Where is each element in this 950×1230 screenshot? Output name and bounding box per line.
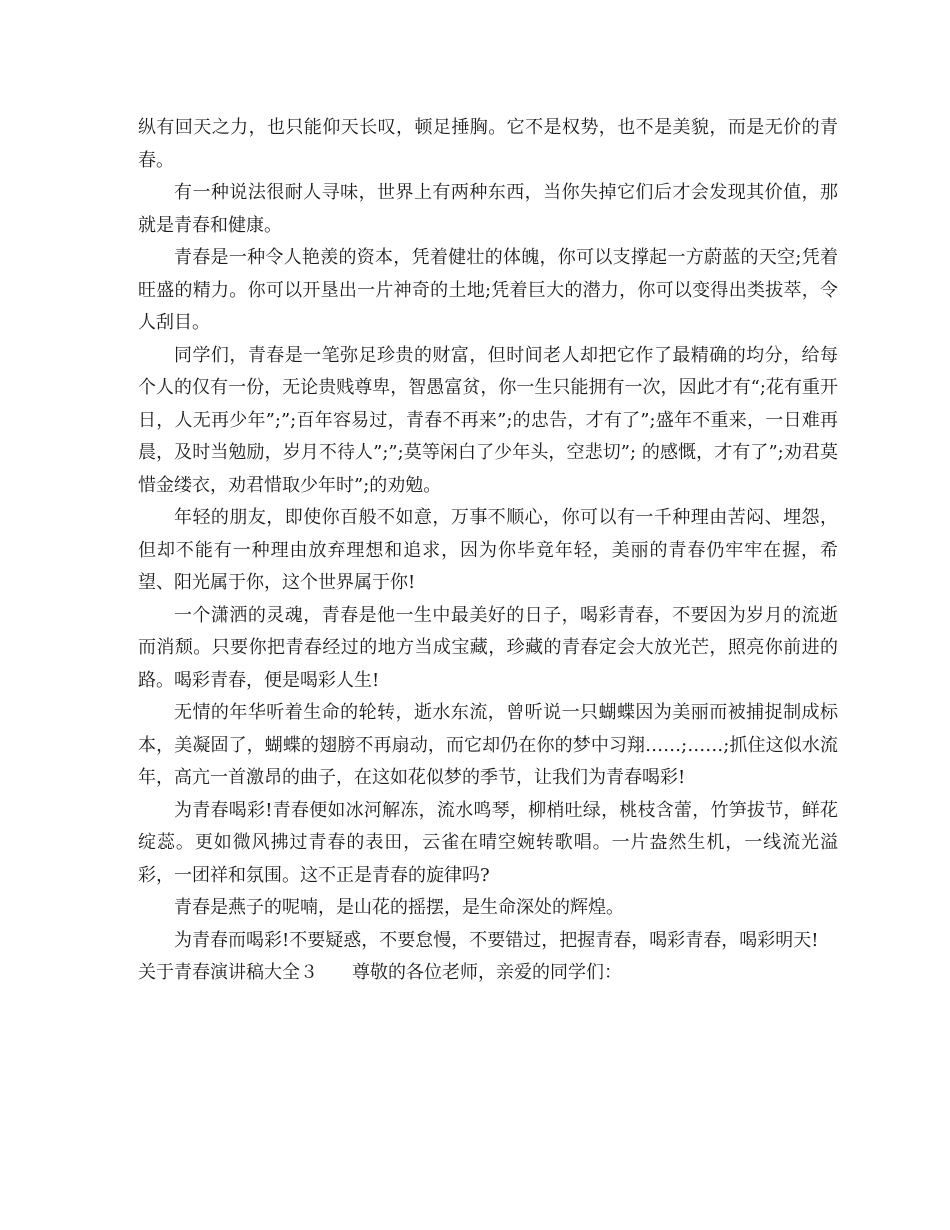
paragraph-1: 纵有回天之力，也只能仰天长叹，顿足捶胸。它不是权势，也不是美貌，而是无价的青春。 xyxy=(138,117,838,171)
paragraph-2: 有一种说法很耐人寻味，世界上有两种东西，当你失掉它们后才会发现其价值，那就是青春和健康。 xyxy=(138,182,838,236)
paragraph-9: 青春是燕子的呢喃，是山花的摇摆，是生命深处的辉煌。 xyxy=(174,897,624,918)
paragraph-8: 为青春喝彩!青春便如冰河解冻，流水鸣琴，柳梢吐绿，桃枝含蕾，竹笋拔节，鲜花绽蕊。更如微风拂过青春的表田，云雀在晴空婉转歌唱。一片盎然生机，一线流光溢彩，一团祥和氛围。这不正是青春的旋律吗? xyxy=(138,799,838,886)
paragraph-6: 一个潇洒的灵魂，青春是他一生中最美好的日子，喝彩青春，不要因为岁月的流逝而消颓。只要你把青春经过的地方当成宝藏，珍藏的青春定会大放光芒，照亮你前进的路。喝彩青春，便是喝彩人生! xyxy=(138,604,838,691)
paragraph-10: 为青春而喝彩!不要疑惑，不要怠慢，不要错过，把握青春，喝彩青春，喝彩明天! xyxy=(174,929,819,951)
paragraph-3: 青春是一种令人艳羡的资本，凭着健壮的体魄，你可以支撑起一方蔚蓝的天空;凭着旺盛的精力。你可以开垦出一片神奇的土地;凭着巨大的潜力，你可以变得出类拔萃，令人刮目。 xyxy=(138,247,838,333)
paragraph-4: 同学们，青春是一笔弥足珍贵的财富，但时间老人却把它作了最精确的均分，给每个人的仅有一份，无论贵贱尊卑，智愚富贫，你一生只能拥有一次，因此才有“;花有重开日，人无再少年”;”;百年容易过，青春不再来”;的忠告，才有了”;盛年不重来，一日难再晨，及时当勉励，岁月不待人”;”;莫等闲白了少年头，空悲切”; 的感慨，才有了”;劝君莫惜金缕衣，劝君惜取少年时”;的劝勉。 xyxy=(138,344,838,496)
paragraph-5: 年轻的朋友，即使你百般不如意，万事不顺心，你可以有一千种理由苦闷、埋怨，但却不能有一种理由放弃理想和追求，因为你毕竟年轻，美丽的青春仍牢牢在握，希望、阳光属于你，这个世界属于你! xyxy=(138,507,838,593)
paragraph-7: 无情的年华听着生命的轮转，逝水东流，曾听说一只蝴蝶因为美丽而被捕捉制成标本，美凝固了，蝴蝶的翅膀不再扇动，而它却仍在你的梦中习翔……;……;抓住这似水流年，高亢一首激昂的曲子，在这如花似梦的季节，让我们为青春喝彩! xyxy=(138,702,838,788)
document-body xyxy=(138,112,838,990)
section-heading: 关于青春演讲稿大全３ xyxy=(138,962,318,983)
closing-line xyxy=(138,957,838,990)
salutation: 尊敬的各位老师，亲爱的同学们： xyxy=(352,962,622,983)
